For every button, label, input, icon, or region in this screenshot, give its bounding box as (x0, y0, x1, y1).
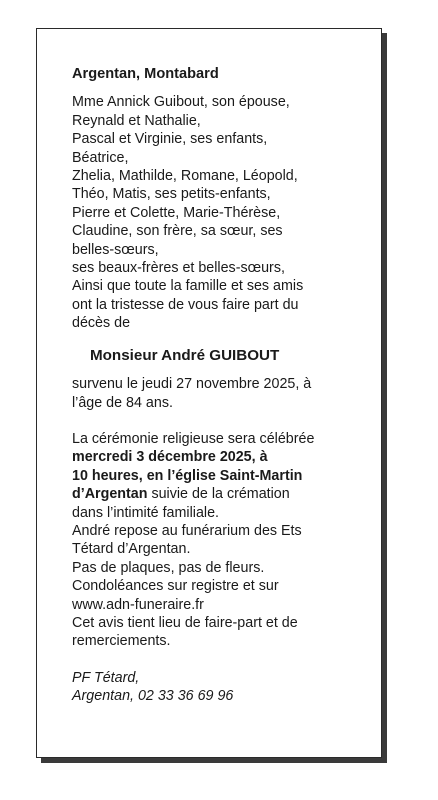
family-line: Zhelia, Mathilde, Romane, Léopold, (72, 168, 298, 185)
ceremony-details (72, 430, 372, 522)
ceremony-cremation: suivie de la crémation (147, 486, 290, 503)
info-line: André repose au funérarium des Ets (72, 522, 302, 539)
family-line: Ainsi que toute la famille et ses amis (72, 278, 304, 295)
family-line: belles-sœurs, (72, 241, 159, 258)
ceremony-line (72, 485, 372, 503)
info-line: Condoléances sur registre et sur (72, 578, 279, 595)
family-line: Reynald et Nathalie, (72, 112, 201, 129)
family-line: Théo, Matis, ses petits-enfants, (72, 186, 271, 203)
death-details (72, 375, 372, 412)
deceased-name: Monsieur André GUIBOUT (90, 346, 280, 364)
info-line: remerciements. (72, 633, 171, 650)
funeral-home-name: PF Tétard, (72, 669, 140, 686)
family-line: Béatrice, (72, 149, 129, 166)
family-line: Claudine, son frère, sa sœur, ses (72, 223, 283, 240)
funeral-home-signature (72, 669, 372, 706)
family-line: Pascal et Virginie, ses enfants, (72, 131, 268, 148)
family-line: ses beaux-frères et belles-sœurs, (72, 260, 285, 277)
death-line: l’âge de 84 ans. (72, 394, 173, 411)
location-heading: Argentan, Montabard (72, 66, 219, 82)
ceremony-town: d’Argentan (72, 486, 148, 503)
ceremony-date: mercredi 3 décembre 2025, à (72, 449, 268, 466)
family-line: ont la tristesse de vous faire part du (72, 296, 299, 313)
ceremony-line: La cérémonie religieuse sera célébrée (72, 430, 315, 447)
info-line: Tétard d’Argentan. (72, 541, 191, 558)
notice-content (72, 65, 372, 706)
obituary-notice (36, 28, 382, 758)
ceremony-line: dans l’intimité familiale. (72, 504, 219, 521)
spacer (72, 412, 372, 430)
website-text: www.adn-funeraire.fr (72, 596, 204, 613)
death-line: survenu le jeudi 27 novembre 2025, à (72, 376, 312, 393)
family-line: Mme Annick Guibout, son épouse, (72, 94, 290, 111)
family-line: Pierre et Colette, Marie-Thérèse, (72, 204, 281, 221)
funeral-home-phone: Argentan, 02 33 36 69 96 (72, 688, 234, 705)
ceremony-time-place: 10 heures, en l’église Saint-Martin (72, 467, 303, 484)
info-line: Pas de plaques, pas de fleurs. (72, 559, 265, 576)
additional-info (72, 522, 372, 651)
info-line: Cet avis tient lieu de faire-part et de (72, 614, 298, 631)
family-line: décès de (72, 315, 131, 332)
family-list (72, 93, 372, 332)
